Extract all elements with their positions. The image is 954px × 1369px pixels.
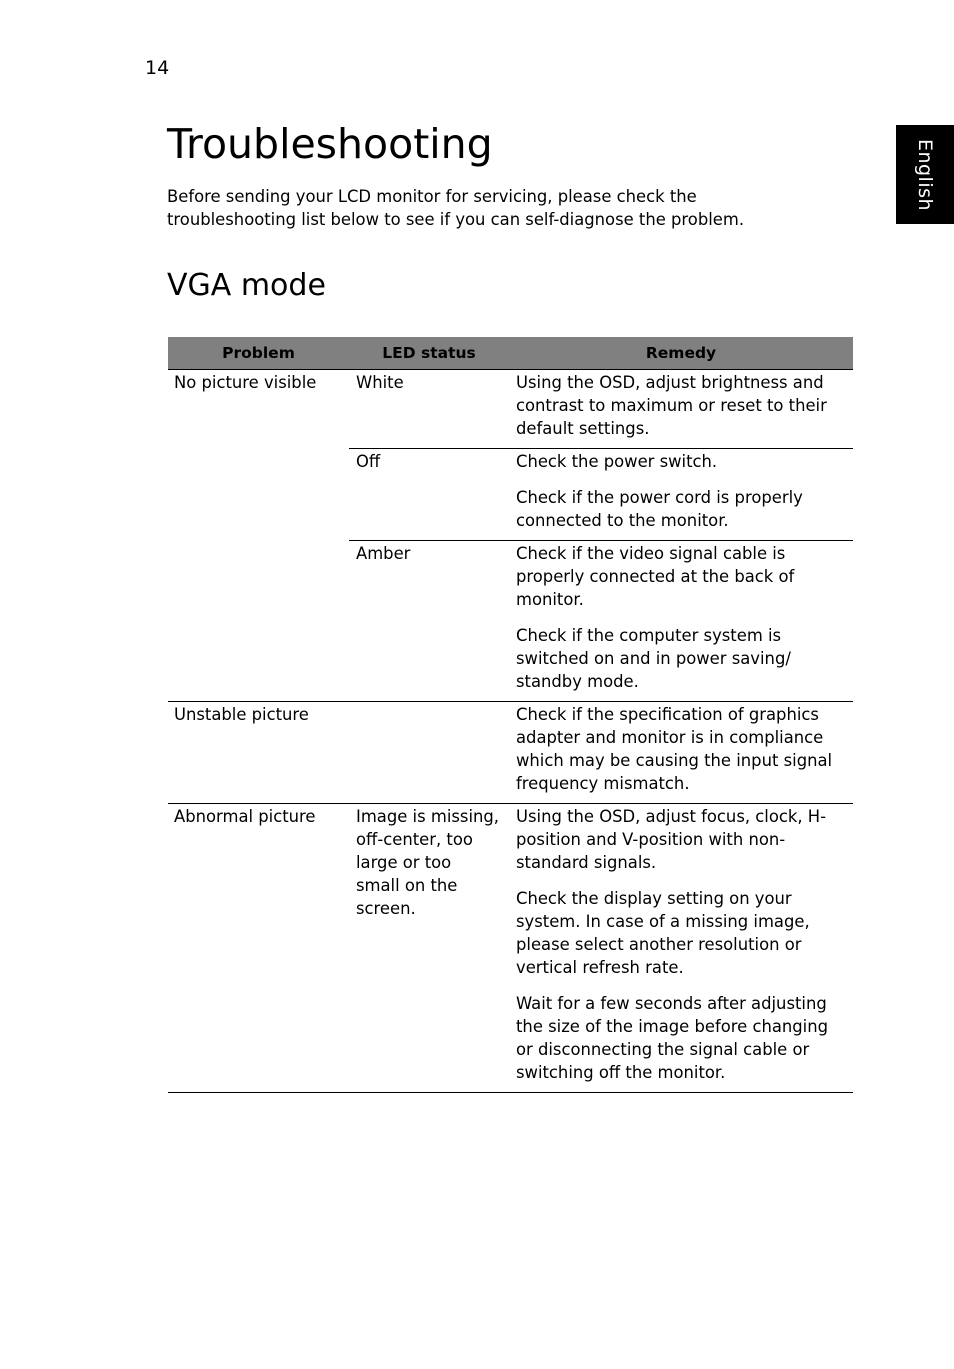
page-title: Troubleshooting (167, 120, 493, 168)
section-title: VGA mode (167, 268, 326, 303)
problem-cell: No picture visible (168, 370, 349, 702)
intro-line: troubleshooting list below to see if you can self-diagnose the problem. (167, 210, 745, 229)
remedy-line: standby mode. (516, 672, 639, 691)
led-status-line: small on the (356, 876, 458, 895)
remedy-line: Check if the video signal cable is (516, 544, 786, 563)
header-problem: Problem (168, 337, 349, 370)
remedy-line: properly connected at the back of (516, 567, 795, 586)
remedy-cell (509, 804, 853, 1093)
language-tab-label: English (914, 138, 936, 211)
led-status-line: Amber (356, 544, 411, 563)
remedy-line: Check if the power cord is properly (516, 488, 803, 507)
remedy-line: Check the display setting on your (516, 889, 792, 908)
led-status-line: large or too (356, 853, 452, 872)
remedy-line: adapter and monitor is in compliance (516, 728, 824, 747)
led-status-line: off-center, too (356, 830, 473, 849)
remedy-line: Check the power switch. (516, 452, 718, 471)
table-row (168, 370, 853, 449)
remedy-line: Wait for a few seconds after adjusting (516, 994, 827, 1013)
remedy-line: Using the OSD, adjust brightness and (516, 373, 824, 392)
remedy-paragraph (516, 703, 849, 795)
remedy-cell (509, 702, 853, 804)
led-status-cell (349, 370, 509, 449)
remedy-line: which may be causing the input signal (516, 751, 833, 770)
led-status-cell (349, 702, 509, 804)
remedy-line: switching off the monitor. (516, 1063, 726, 1082)
problem-cell: Abnormal picture (168, 804, 349, 1093)
remedy-paragraph (516, 887, 849, 979)
remedy-line: monitor. (516, 590, 584, 609)
remedy-paragraph (516, 805, 849, 874)
intro-paragraph (167, 185, 847, 231)
remedy-paragraph (516, 542, 849, 611)
header-remedy: Remedy (509, 337, 853, 370)
remedy-line: please select another resolution or (516, 935, 802, 954)
page-number: 14 (145, 57, 170, 79)
led-status-line: White (356, 373, 404, 392)
led-status-line: Off (356, 452, 381, 471)
led-status-cell (349, 449, 509, 541)
remedy-line: the size of the image before changing (516, 1017, 829, 1036)
led-status-cell (349, 804, 509, 1093)
led-status-cell (349, 541, 509, 702)
remedy-line: connected to the monitor. (516, 511, 729, 530)
language-tab (896, 125, 954, 224)
remedy-line: standard signals. (516, 853, 657, 872)
remedy-line: vertical refresh rate. (516, 958, 684, 977)
table-header-row (168, 337, 853, 370)
remedy-line: or disconnecting the signal cable or (516, 1040, 810, 1059)
remedy-line: frequency mismatch. (516, 774, 690, 793)
remedy-paragraph (516, 992, 849, 1084)
remedy-line: Check if the computer system is (516, 626, 782, 645)
intro-line: Before sending your LCD monitor for servicing, please check the (167, 187, 697, 206)
table-body (168, 370, 853, 1093)
remedy-line: contrast to maximum or reset to their (516, 396, 827, 415)
remedy-line: position and V-position with non- (516, 830, 786, 849)
remedy-line: Using the OSD, adjust focus, clock, H- (516, 807, 827, 826)
remedy-line: system. In case of a missing image, (516, 912, 810, 931)
table-row (168, 702, 853, 804)
led-status-line: screen. (356, 899, 416, 918)
header-led-status: LED status (349, 337, 509, 370)
remedy-line: switched on and in power saving/ (516, 649, 791, 668)
remedy-line: Check if the specification of graphics (516, 705, 819, 724)
remedy-paragraph (516, 371, 849, 440)
troubleshooting-table (168, 337, 853, 1093)
problem-cell: Unstable picture (168, 702, 349, 804)
led-status-line: Image is missing, (356, 807, 500, 826)
remedy-cell (509, 449, 853, 541)
remedy-cell (509, 541, 853, 702)
remedy-paragraph (516, 624, 849, 693)
remedy-paragraph (516, 450, 849, 473)
remedy-cell (509, 370, 853, 449)
remedy-line: default settings. (516, 419, 650, 438)
table-row (168, 804, 853, 1093)
remedy-paragraph (516, 486, 849, 532)
